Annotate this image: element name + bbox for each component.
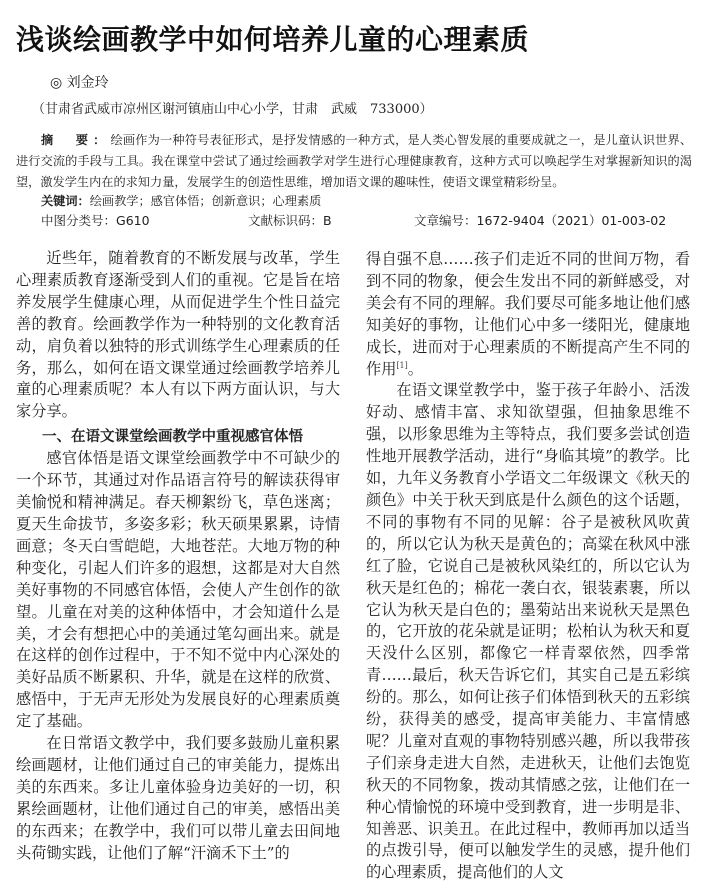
body-column-left — [16, 248, 340, 864]
paragraph-end: 。 — [407, 359, 423, 378]
abstract-label: 摘 要： — [41, 133, 111, 147]
article-no-label: 文章编号： — [414, 213, 477, 228]
doc-code-value: B — [323, 213, 332, 228]
paragraph: 感官体悟是语文课堂绘画教学中不可缺少的一个环节，其通过对作品语言符号的解读获得审美愉悦和精神满足。春天柳絮纷飞，草色迷离；夏天生命拔节，多姿多彩；秋天硕果累累，诗情画意；冬天白雪皑皑，大地苍茫。大地万物的种种变化，引起人们许多的遐想，这都是对大自然美好事物的不同感官体悟，会使人产生创作的欲望。儿童在对美的这种体悟中，才会知道什么是美，才会有想把心中的美通过笔勾画出来。就是在这样的创作过程中，于不知不觉中内心深处的美好品质不断累积、升华，就是在这样的欣赏、感悟中，于无声无形处为发展良好的心理素质奠定了基础。 — [16, 449, 340, 731]
article-title: 浅谈绘画教学中如何培养儿童的心理素质 — [16, 23, 530, 56]
citation-ref[interactable]: [1] — [396, 360, 408, 370]
keywords-text: 绘画教学；感官体悟；创新意识；心理素质 — [89, 194, 322, 208]
paragraph-text: 得自强不息……孩子们走近不同的世间万物，看到不同的物象，便会生发出不同的新鲜感受，对美会有不同的理解。我们要尽可能多地让他们感知美好的事物，让他们心中多一缕阳光，健康地成长，进而对于心理素质的不断提高产生不同的作用 — [366, 250, 690, 378]
abstract — [16, 130, 692, 193]
abstract-text: 绘画作为一种符号表征形式，是抒发情感的一种方式，是人类心智发展的重要成就之一，是儿童认识世界、进行交流的手段与工具。我在课堂中尝试了通过绘画教学对学生进行心理健康教育，这种方式可以唤起学生对掌握新知识的渴望，激发学生内在的求知力量，发展学生的创造性思维，增加语文课的趣味性，使语文课堂精彩纷呈。 — [16, 133, 693, 189]
paragraph-continued — [366, 249, 690, 380]
document-code — [248, 211, 332, 229]
paragraph: 在日常语文教学中，我们要多鼓励儿童积累绘画题材，让他们通过自己的审美能力，提炼出美的东西来。多让儿童体验身边美好的一切，积累绘画题材，让他们通过自己的审美，感悟出美的东西来；在教学中，我们可以带儿童去田间地头荷锄实践，让他们了解“汗滴禾下土”的 — [16, 734, 340, 862]
author-name: ◎ 刘金玲 — [50, 75, 109, 91]
article-number — [414, 211, 666, 229]
paragraph: 在语文课堂教学中，鉴于孩子年龄小、活泼好动、感情丰富、求知欲望强，但抽象思维不强，以形象思维为主等特点，我们要多尝试创造性地开展教学活动，进行“身临其境”的教学。比如，九年义务教育小学语文二年级课文《秋天的颜色》中关于秋天到底是什么颜色的这个话题，不同的事物有不同的见解：谷子是被秋风吹黄的，所以它认为秋天是黄色的；高粱在秋风中涨红了脸，它说自己是被秋风染红的，所以它认为秋天是红色的；棉花一袭白衣，银装素裹，所以它认为秋天是白色的；墨菊站出来说秋天是黑色的，它开放的花朵就是证明；松柏认为秋天和夏天没什么区别，都像它一样青翠依然，四季常青……最后，秋天告诉它们，其实自己是五彩缤纷的。那么，如何让孩子们体悟到秋天的五彩缤纷，获得美的感受，提高审美能力、丰富情感呢？儿童对直观的事物特别感兴趣，所以我带孩子们亲身走进大自然，走进秋天，让他们去饱览秋天的不同物象，拨动其情感之弦，让他们在一种心情愉悦的环境中受到教育，进一步明是非、知善恶、识美丑。在此过程中，教师再加以适当的点拨引导，便可以触发学生的灵感，提升他们的心理素质，提高他们的人文 — [366, 381, 690, 882]
doc-code-label: 文献标识码： — [248, 213, 324, 228]
keywords-label: 关键词： — [41, 194, 90, 208]
clc-number — [41, 211, 150, 229]
body-column-right — [366, 249, 690, 884]
paragraph: 近些年，随着教育的不断发展与改革，学生心理素质教育逐渐受到人们的重视。它是旨在培养发展学生健康心理，从而促进学生个性日益完善的教育。绘画教学作为一种特别的文化教育活动，肩负着以独特的形式训练学生心理素质的任务，那么，如何在语文课堂通过绘画教学培养儿童的心理素质呢？本人有以下两方面认识，与大家分享。 — [16, 249, 340, 421]
clc-value: G610 — [116, 213, 150, 228]
clc-label: 中图分类号： — [41, 213, 117, 228]
article-no-value: 1672-9404（2021）01-003-02 — [476, 213, 667, 228]
section-heading: 一、在语文课堂绘画教学中重视感官体悟 — [42, 429, 303, 446]
author-affiliation: （甘肃省武威市凉州区谢河镇庙山中心小学，甘肃 武威 733000） — [32, 102, 433, 117]
keywords — [41, 192, 321, 209]
